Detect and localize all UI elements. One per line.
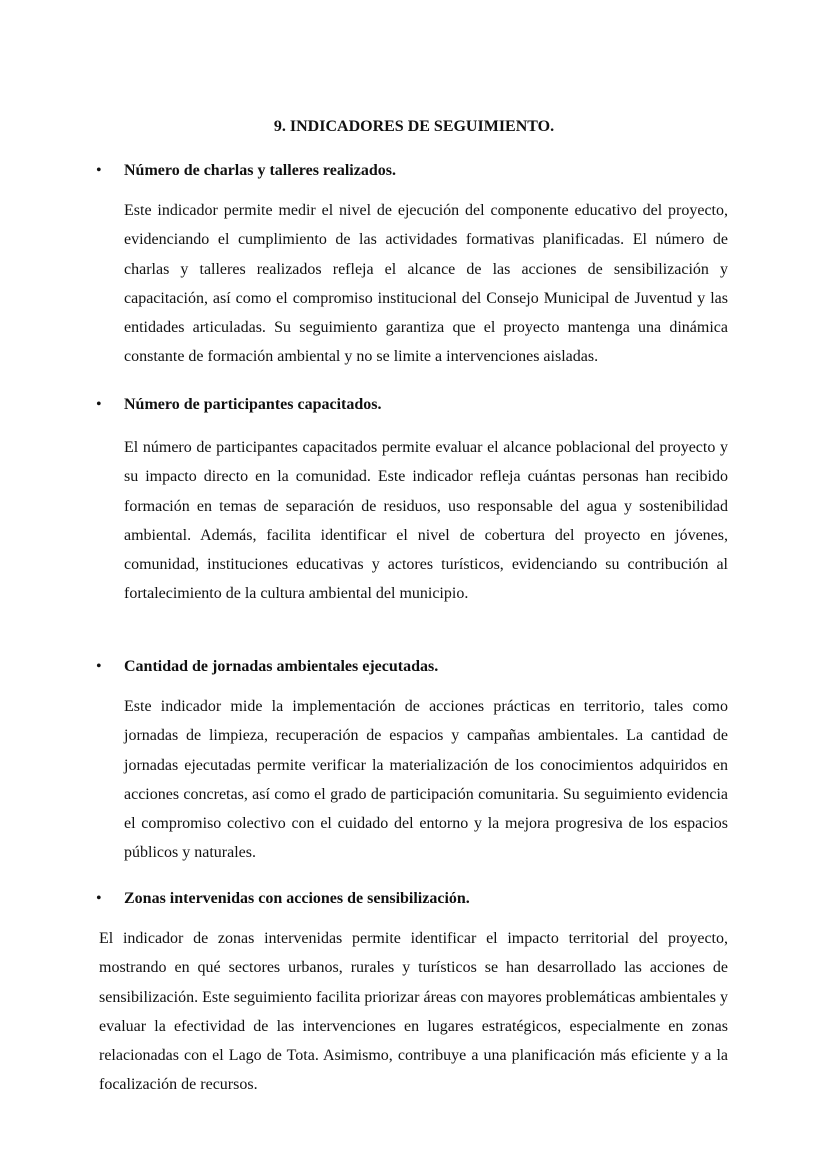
indicator-heading: Número de participantes capacitados.	[124, 396, 382, 413]
indicator-heading: Zonas intervenidas con acciones de sensibilización.	[124, 890, 470, 907]
indicator-heading: Cantidad de jornadas ambientales ejecutadas.	[124, 658, 439, 675]
bullet-icon: •	[96, 658, 102, 675]
bullet-icon: •	[96, 162, 102, 179]
indicator-paragraph: Este indicador mide la implementación de acciones prácticas en territorio, tales como jornadas de limpieza, recuperación de espacios y campañas ambientales. La cantidad de jornadas ejecutadas permite verificar la materialización de los conocimientos adquiridos en acciones concretas, así como el grado de participación comunitaria. Su seguimiento evidencia el compromiso colectivo con el cuidado del entorno y la mejora progresiva de los espacios públicos y naturales.	[124, 698, 728, 862]
bullet-icon: •	[96, 890, 102, 907]
indicator-paragraph: El número de participantes capacitados permite evaluar el alcance poblacional del proyecto y su impacto directo en la comunidad. Este indicador refleja cuántas personas han recibido formación en temas de separación de residuos, uso responsable del agua y sostenibilidad ambiental. Además, facilita identificar el nivel de cobertura del proyecto en jóvenes, comunidad, instituciones educativas y actores turísticos, evidenciando su contribución al fortalecimiento de la cultura ambiental del municipio.	[124, 439, 728, 603]
indicator-paragraph: Este indicador permite medir el nivel de ejecución del componente educativo del proyecto, evidenciando el cumplimiento de las actividades formativas planificadas. El número de charlas y talleres realizados refleja el alcance de las acciones de sensibilización y capacitación, así como el compromiso institucional del Consejo Municipal de Juventud y las entidades articuladas. Su seguimiento garantiza que el proyecto mantenga una dinámica constante de formación ambiental y no se limite a intervenciones aisladas.	[124, 202, 728, 366]
section-title: 9. INDICADORES DE SEGUIMIENTO.	[273, 118, 555, 135]
indicator-heading: Número de charlas y talleres realizados.	[124, 162, 396, 179]
indicator-paragraph: El indicador de zonas intervenidas permite identificar el impacto territorial del proyecto, mostrando en qué sectores urbanos, rurales y turísticos se han desarrollado las acciones de sensibilización. Este seguimiento facilita priorizar áreas con mayores problemáticas ambientales y evaluar la efectividad de las intervenciones en lugares estratégicos, especialmente en zonas relacionadas con el Lago de Tota. Asimismo, contribuye a una planificación más eficiente y a la focalización de recursos.	[99, 930, 728, 1094]
bullet-icon: •	[96, 396, 102, 413]
